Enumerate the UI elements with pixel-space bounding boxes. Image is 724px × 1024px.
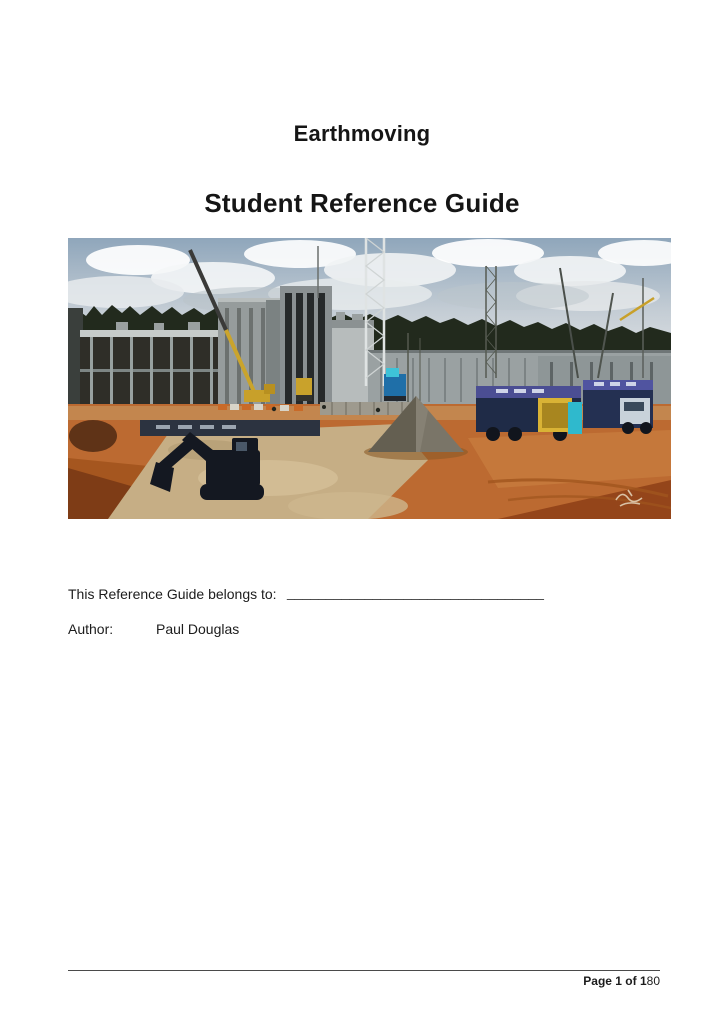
page-number	[583, 974, 660, 988]
site-trucks	[476, 380, 653, 441]
page-number-rest: 80	[646, 974, 660, 988]
cover-photo	[68, 238, 671, 519]
author-name: Paul Douglas	[156, 621, 240, 637]
author-label: Author:	[68, 621, 114, 637]
document-subtitle: Student Reference Guide	[204, 188, 520, 218]
page-number-bold: Page 1 of 1	[583, 974, 647, 988]
document-title: Earthmoving	[293, 121, 431, 146]
belongs-to-blank-line: _________________________________	[287, 584, 544, 600]
belongs-to-label: This Reference Guide belongs to:	[68, 586, 277, 602]
footer-divider	[68, 970, 660, 971]
